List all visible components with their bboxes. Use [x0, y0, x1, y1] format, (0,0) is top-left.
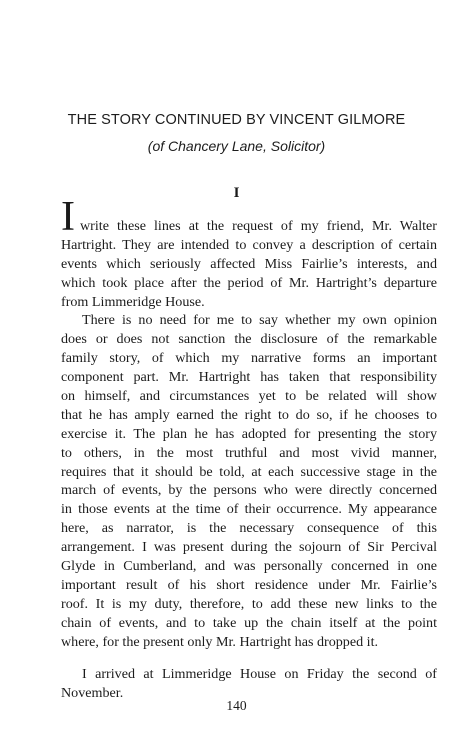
text-line: November.	[61, 685, 124, 702]
text-line: from Limmeridge House.	[61, 293, 205, 310]
text-line: arrangement. I was present during the sojourn of Sir Percival	[61, 539, 437, 556]
text-line: in those events at the time of their occurrence. My appearance	[61, 501, 437, 518]
drop-cap: I	[61, 194, 75, 240]
text-line: here, as narrator, is the necessary consequence of this	[61, 520, 437, 537]
page-number: 140	[226, 698, 247, 713]
text-line: component part. Mr. Hartright has taken that responsibility	[61, 369, 437, 386]
text-line: I arrived at Limmeridge House on Friday the second of	[82, 666, 437, 683]
text-line: family story, of which my narrative forms an important	[61, 350, 437, 367]
chapter-subheading: (of Chancery Lane, Solicitor)	[147, 138, 326, 154]
text-line: where, for the present only Mr. Hartright has dropped it.	[61, 633, 379, 650]
paragraph-gap	[61, 651, 437, 665]
text-line: exercise it. The plan he has adopted for presenting the story	[61, 425, 437, 442]
text-line: on himself, and circumstances yet to be related will show	[61, 388, 437, 405]
text-line	[61, 194, 437, 240]
text-line: There is no need for me to say whether my own opinion	[82, 312, 437, 329]
body-text	[61, 194, 437, 703]
text-line: events which seriously affected Miss Fairlie’s interests, and	[61, 255, 437, 272]
text-line: roof. It is my duty, therefore, to add these new links to the	[61, 595, 437, 612]
text-line: march of events, by the persons who were directly concerned	[61, 482, 437, 499]
text-line: which took place after the period of Mr. Hartright’s departure	[61, 274, 437, 291]
text-line: does or does not sanction the disclosure of the remarkable	[61, 331, 437, 348]
text-line: Hartright. They are intended to convey a description of certain	[61, 236, 437, 253]
section-number: I	[233, 185, 240, 201]
text-line: Glyde in Cumberland, and was personally concerned in one	[61, 558, 437, 575]
text-line-content: write these lines at the request of my friend, Mr. Walter	[80, 218, 437, 234]
text-line: that he has amply earned the right to do so, if he chooses to	[61, 406, 437, 423]
text-line: chain of events, and to take up the chain itself at the point	[61, 614, 437, 631]
text-line: requires that it should be told, at each successive stage in the	[61, 463, 437, 480]
text-line: to others, in the most truthful and most vivid manner,	[61, 444, 437, 461]
chapter-heading: THE STORY CONTINUED BY VINCENT GILMORE	[67, 112, 406, 128]
text-line: important result of his short residence under Mr. Fairlie’s	[61, 576, 437, 593]
